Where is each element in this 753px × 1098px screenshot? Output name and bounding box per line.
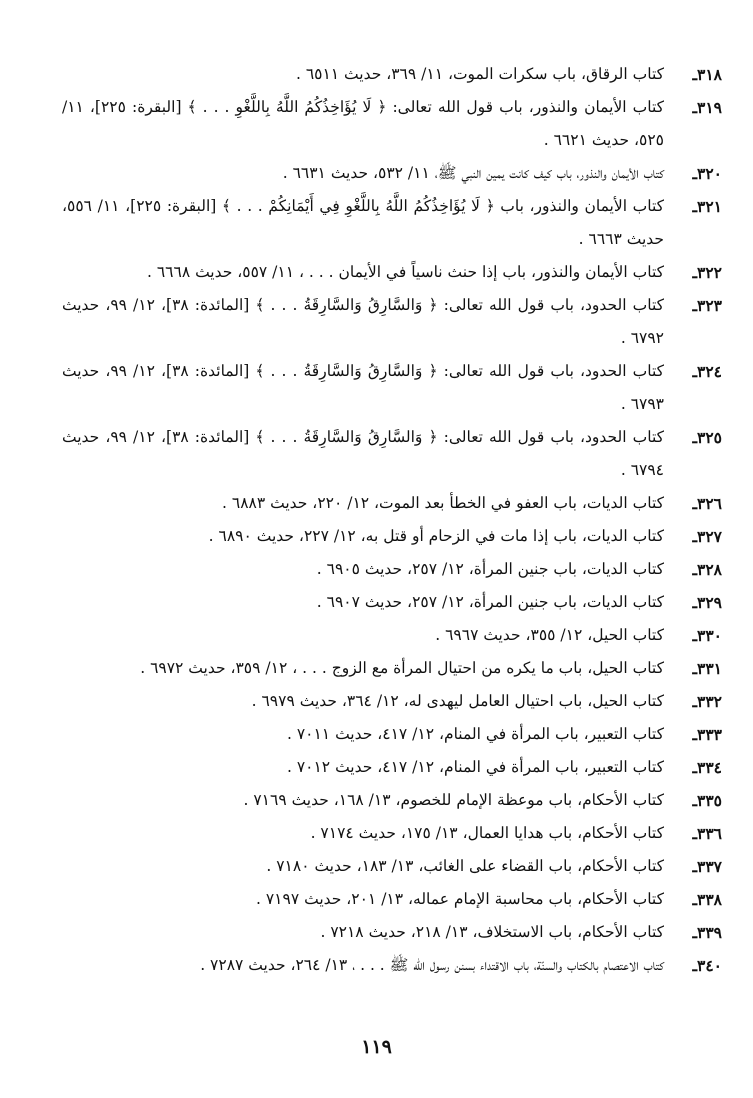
footnote-item [62, 718, 722, 751]
footnote-text: كتاب الديات، باب العفو في الخطأ بعد الموت، ١٢/ ٢٢٠، حديث ٦٨٨٣ . [222, 494, 664, 512]
footnote-item [62, 58, 722, 91]
footnote-number: ٣٢٤ـ [692, 362, 722, 381]
footnote-item [62, 256, 722, 289]
footnote-number: ٣٣١ـ [692, 659, 722, 678]
footnote-text: كتاب الأيمان والنذور، باب إذا حنث ناسياً في الأيمان . . . ، ١١/ ٥٥٧، حديث ٦٦٦٨ . [146, 263, 664, 281]
page-number: ١١٩ [361, 1036, 392, 1058]
footnote-item [62, 520, 722, 553]
footnote-item [62, 289, 722, 355]
footnote-number: ٣٣٤ـ [692, 758, 722, 777]
footnote-number: ٣٢٢ـ [692, 263, 722, 282]
footnote-number: ٣١٩ـ [692, 98, 722, 117]
footnote-number: ٣٣٧ـ [692, 857, 722, 876]
footnote-text: كتاب الأحكام، باب الاستخلاف، ١٣/ ٢١٨، حديث ٧٢١٨ . [320, 923, 664, 941]
footnote-text: كتاب الحيل، ١٢/ ٣٥٥، حديث ٦٩٦٧ . [435, 626, 664, 644]
footnote-item [62, 883, 722, 916]
footnote-text: كتاب الرقاق، باب سكرات الموت، ١١/ ٣٦٩، حديث ٦٥١١ . [295, 65, 664, 83]
footnote-item [62, 355, 722, 421]
footnote-text: كتاب الأحكام، باب هدايا العمال، ١٣/ ١٧٥، حديث ٧١٧٤ . [310, 824, 664, 842]
footnote-text: كتاب الحدود، باب قول الله تعالى: ﴿ وَالسَّارِقُ وَالسَّارِقَةُ . . . ﴾ [المائدة: ٣٨]، ١٢/ ٩٩، حديث ٦٧٩٤ . [62, 428, 665, 479]
footnote-text: كتاب الأيمان والنذور، باب ﴿ لَا يُؤَاخِذُكُمُ اللَّهُ بِاللَّغْوِ فِي أَيْمَانِكُمْ . . . ﴾ [البقرة: ٢٢٥]، ١١/ ٥٥٦، حديث ٦٦٦٣ . [62, 197, 665, 248]
footnote-text: كتاب الحيل، باب ما يكره من احتيال المرأة مع الزوج . . . ، ١٢/ ٣٥٩، حديث ٦٩٧٢ . [140, 659, 664, 677]
footnote-item [62, 487, 722, 520]
footnote-text: كتاب الحدود، باب قول الله تعالى: ﴿ وَالسَّارِقُ وَالسَّارِقَةُ . . . ﴾ [المائدة: ٣٨]، ١٢/ ٩٩، حديث ٦٧٩٢ . [62, 296, 665, 347]
footnote-list [62, 58, 722, 982]
footnote-text: كتاب الأيمان والنذور، باب كيف كانت يمين النبي ﷺ، ١١/ ٥٣٢، حديث ٦٦٣١ . [282, 164, 664, 182]
footnote-text: كتاب التعبير، باب المرأة في المنام، ١٢/ ٤١٧، حديث ٧٠١٢ . [286, 758, 664, 776]
footnote-item [62, 421, 722, 487]
footnote-number: ٣٣٢ـ [692, 692, 722, 711]
footnote-number: ٣٢٧ـ [692, 527, 722, 546]
footnote-item [62, 817, 722, 850]
footnote-text: كتاب الديات، باب إذا مات في الزحام أو قتل به، ١٢/ ٢٢٧، حديث ٦٨٩٠ . [208, 527, 664, 545]
footnote-number: ٣٣٠ـ [692, 626, 722, 645]
footnote-number: ٣٤٠ـ [692, 956, 722, 975]
footnote-number: ٣٣٥ـ [692, 791, 722, 810]
footnote-item [62, 91, 722, 157]
footnote-item [62, 652, 722, 685]
footnote-item [62, 586, 722, 619]
footnote-number: ٣٣٣ـ [692, 725, 722, 744]
footnote-number: ٣١٨ـ [692, 65, 722, 84]
footnote-number: ٣٢٩ـ [692, 593, 722, 612]
footnote-number: ٣٢٠ـ [692, 164, 722, 183]
footnote-text: كتاب الأحكام، باب محاسبة الإمام عماله، ١٣/ ٢٠١، حديث ٧١٩٧ . [256, 890, 664, 908]
footnote-item [62, 685, 722, 718]
footnote-number: ٣٢٣ـ [692, 296, 722, 315]
footnote-text: كتاب الأحكام، باب القضاء على الغائب، ١٣/ ١٨٣، حديث ٧١٨٠ . [266, 857, 664, 875]
footnote-text: كتاب الأيمان والنذور، باب قول الله تعالى: ﴿ لَا يُؤَاخِذُكُمُ اللَّهُ بِاللَّغْوِ . . . ﴾ [البقرة: ٢٢٥]، ١١/ ٥٢٥، حديث ٦٦٢١ . [62, 98, 664, 149]
footnote-text: كتاب الأحكام، باب موعظة الإمام للخصوم، ١٣/ ١٦٨، حديث ٧١٦٩ . [243, 791, 664, 809]
footnote-text: كتاب الحيل، باب احتيال العامل ليهدى له، ١٢/ ٣٦٤، حديث ٦٩٧٩ . [251, 692, 664, 710]
footnote-item [62, 157, 722, 190]
footnote-number: ٣٢٥ـ [692, 428, 722, 447]
footnote-number: ٣٢١ـ [692, 197, 722, 216]
footnote-item [62, 949, 722, 982]
footnote-item [62, 619, 722, 652]
footnote-item [62, 850, 722, 883]
footnote-number: ٣٣٦ـ [692, 824, 722, 843]
footnote-item [62, 751, 722, 784]
footnote-text: كتاب الاعتصام بالكتاب والسنّة، باب الاقتداء بسنن رسول الله ﷺ . . . ، ١٣/ ٢٦٤، حديث ٧٢٨٧ . [200, 956, 664, 974]
footnote-text: كتاب التعبير، باب المرأة في المنام، ١٢/ ٤١٧، حديث ٧٠١١ . [286, 725, 664, 743]
footnote-item [62, 916, 722, 949]
footnote-item [62, 784, 722, 817]
footnote-item [62, 190, 722, 256]
footnote-number: ٣٢٦ـ [692, 494, 722, 513]
footnote-number: ٣٣٩ـ [692, 923, 722, 942]
footnote-number: ٣٣٨ـ [692, 890, 722, 909]
footnote-number: ٣٢٨ـ [692, 560, 722, 579]
footnote-item [62, 553, 722, 586]
footnote-text: كتاب الديات، باب جنين المرأة، ١٢/ ٢٥٧، حديث ٦٩٠٧ . [316, 593, 664, 611]
footnote-text: كتاب الديات، باب جنين المرأة، ١٢/ ٢٥٧، حديث ٦٩٠٥ . [316, 560, 664, 578]
footnote-text: كتاب الحدود، باب قول الله تعالى: ﴿ وَالسَّارِقُ وَالسَّارِقَةُ . . . ﴾ [المائدة: ٣٨]، ١٢/ ٩٩، حديث ٦٧٩٣ . [62, 362, 665, 413]
